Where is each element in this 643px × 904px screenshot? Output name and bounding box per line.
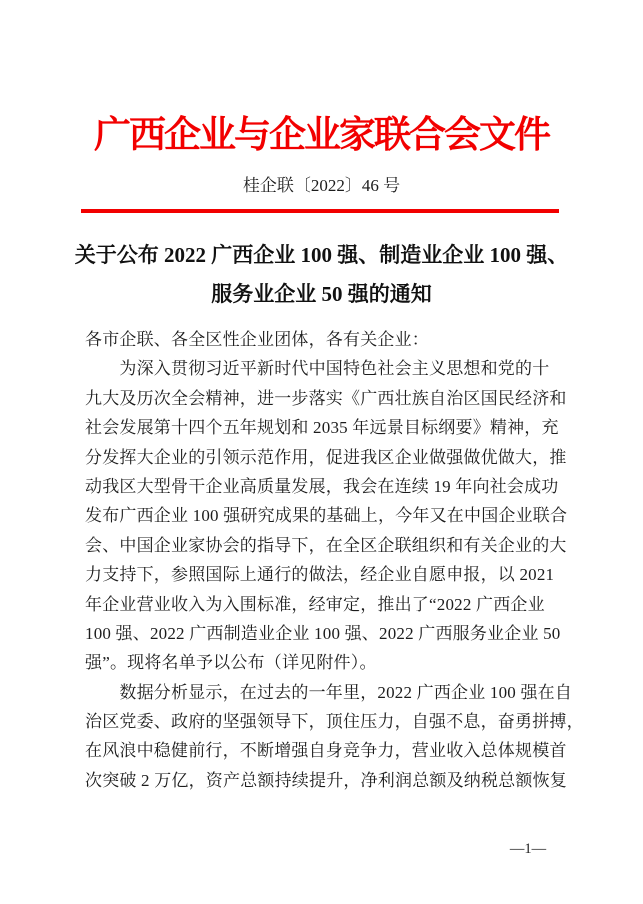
body-text-line: 为深入贯彻习近平新时代中国特色社会主义思想和党的十	[85, 359, 550, 379]
body-text-line: 在风浪中稳健前行，不断增强自身竞争力，营业收入总体规模首	[85, 741, 567, 761]
body-text-line: 各市企联、各全区性企业团体，各有关企业：	[85, 330, 429, 349]
page-number: —1—	[509, 841, 547, 857]
body-text-line: 治区党委、政府的坚强领导下，顶住压力，自强不息，奋勇拼搏，	[85, 712, 584, 732]
body-text-line: 分发挥大企业的引领示范作用，促进我区企业做强做优做大，推	[85, 447, 567, 467]
body-text-line: 社会发展第十四个五年规划和 2035 年远景目标纲要》精神，充	[85, 418, 559, 438]
notice-title-line1: 关于公布 2022 广西企业 100 强、制造业企业 100 强、	[74, 243, 569, 267]
notice-title	[0, 236, 643, 313]
document-number: 桂企联〔2022〕46 号	[242, 176, 401, 195]
body-text-line: 100 强、2022 广西制造业企业 100 强、2022 广西服务业企业 50	[85, 623, 561, 643]
document-body	[85, 325, 584, 795]
body-text-line: 发布广西企业 100 强研究成果的基础上，今年又在中国企业联合	[85, 506, 568, 526]
body-text-line: 强”。现将名单予以公布（详见附件）。	[85, 653, 377, 673]
body-text-line: 力支持下，参照国际上通行的做法，经企业自愿申报，以 2021	[85, 565, 555, 585]
body-text-line: 会、中国企业家协会的指导下，在全区企联组织和有关企业的大	[85, 535, 567, 555]
red-separator-line	[81, 209, 559, 213]
body-text-line: 动我区大型骨干企业高质量发展，我会在连续 19 年向社会成功	[85, 476, 559, 496]
notice-title-line2: 服务业企业 50 强的通知	[211, 281, 432, 306]
org-header-title: 广西企业与企业家联合会文件	[94, 115, 549, 156]
body-text-line: 年企业营业收入为入围标准，经审定，推出了“2022 广西企业	[85, 594, 545, 614]
body-text-line: 数据分析显示，在过去的一年里，2022 广西企业 100 强在自	[85, 682, 573, 702]
body-text-line: 次突破 2 万亿，资产总额持续提升，净利润总额及纳税总额恢复	[85, 770, 567, 790]
body-text-line: 九大及历次全会精神，进一步落实《广西壮族自治区国民经济和	[85, 388, 567, 408]
